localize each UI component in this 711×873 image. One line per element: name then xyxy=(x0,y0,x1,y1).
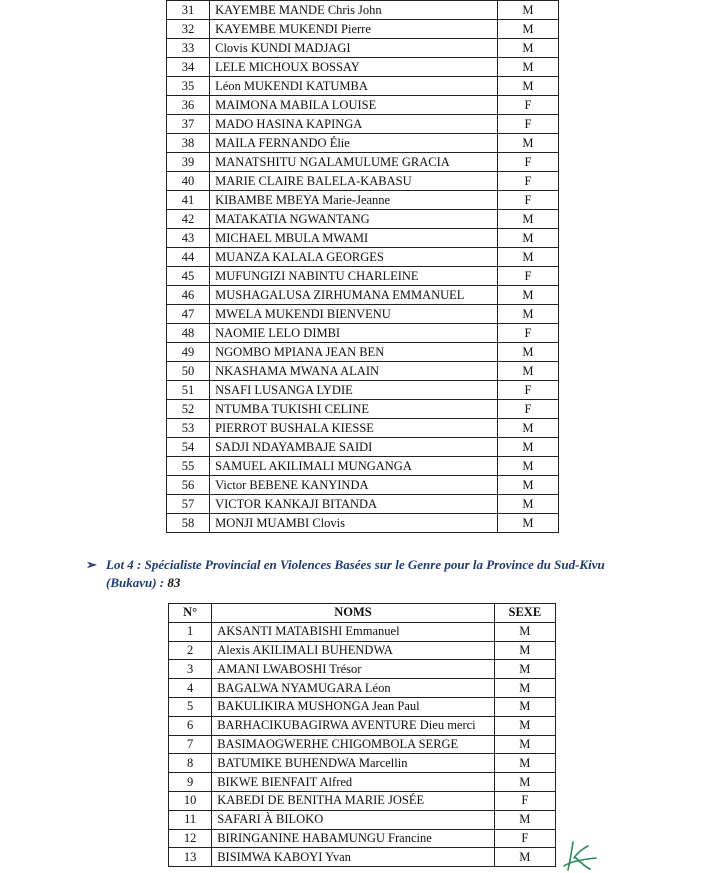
arrow-bullet-icon: ➢ xyxy=(86,557,97,572)
row-number: 37 xyxy=(167,115,210,134)
row-sex: M xyxy=(497,20,558,39)
row-number: 38 xyxy=(167,134,210,153)
table-row xyxy=(167,134,559,153)
table-row xyxy=(167,343,559,362)
row-sex: M xyxy=(497,39,558,58)
row-name: SAMUEL AKILIMALI MUNGANGA xyxy=(210,457,498,476)
table-row xyxy=(167,1,559,20)
table-row xyxy=(169,641,556,660)
row-name: BIKWE BIENFAIT Alfred xyxy=(212,773,494,792)
row-name: BAKULIKIRA MUSHONGA Jean Paul xyxy=(212,697,494,716)
row-sex: M xyxy=(494,641,555,660)
row-name: BIRINGANINE HABAMUNGU Francine xyxy=(212,829,494,848)
row-number: 54 xyxy=(167,438,210,457)
row-number: 43 xyxy=(167,229,210,248)
table-row xyxy=(167,77,559,96)
row-name: MUFUNGIZI NABINTU CHARLEINE xyxy=(210,267,498,286)
table-row xyxy=(167,267,559,286)
lot4-count: 83 xyxy=(167,575,181,590)
table-row xyxy=(167,248,559,267)
table-row xyxy=(169,773,556,792)
row-sex: M xyxy=(494,773,555,792)
row-name: MICHAEL MBULA MWAMI xyxy=(210,229,498,248)
row-sex: M xyxy=(494,754,555,773)
row-name: AMANI LWABOSHI Trésor xyxy=(212,660,494,679)
row-number: 39 xyxy=(167,153,210,172)
candidate-table-lot4 xyxy=(168,603,556,867)
row-name: BAGALWA NYAMUGARA Léon xyxy=(212,679,494,698)
row-name: AKSANTI MATABISHI Emmanuel xyxy=(212,622,494,641)
row-number: 1 xyxy=(169,622,212,641)
table-header-row xyxy=(169,604,556,623)
row-number: 56 xyxy=(167,476,210,495)
row-name: MANATSHITU NGALAMULUME GRACIA xyxy=(210,153,498,172)
row-number: 34 xyxy=(167,58,210,77)
row-number: 3 xyxy=(169,660,212,679)
row-sex: F xyxy=(497,115,558,134)
table-row xyxy=(169,810,556,829)
table-row xyxy=(167,286,559,305)
table-row xyxy=(167,305,559,324)
row-sex: F xyxy=(494,829,555,848)
table-row xyxy=(167,476,559,495)
row-sex: M xyxy=(497,438,558,457)
row-number: 49 xyxy=(167,343,210,362)
table-row xyxy=(169,660,556,679)
row-number: 13 xyxy=(169,848,212,867)
row-sex: M xyxy=(494,716,555,735)
row-name: Clovis KUNDI MADJAGI xyxy=(210,39,498,58)
table-row xyxy=(169,622,556,641)
row-sex: M xyxy=(494,848,555,867)
row-name: MADO HASINA KAPINGA xyxy=(210,115,498,134)
table-body xyxy=(167,1,559,533)
row-name: MUSHAGALUSA ZIRHUMANA EMMANUEL xyxy=(210,286,498,305)
candidate-table-lot3 xyxy=(166,0,559,533)
table-row xyxy=(167,495,559,514)
row-sex: M xyxy=(497,343,558,362)
row-sex: M xyxy=(497,58,558,77)
row-number: 47 xyxy=(167,305,210,324)
table-row xyxy=(169,735,556,754)
row-sex: M xyxy=(497,305,558,324)
row-name: BASIMAOGWERHE CHIGOMBOLA SERGE xyxy=(212,735,494,754)
table-row xyxy=(167,172,559,191)
row-number: 50 xyxy=(167,362,210,381)
row-name: MUANZA KALALA GEORGES xyxy=(210,248,498,267)
row-sex: F xyxy=(497,267,558,286)
row-name: MAILA FERNANDO Élie xyxy=(210,134,498,153)
table-row xyxy=(169,754,556,773)
row-number: 33 xyxy=(167,39,210,58)
table-row xyxy=(169,716,556,735)
row-sex: M xyxy=(497,514,558,533)
row-name: KAYEMBE MUKENDI Pierre xyxy=(210,20,498,39)
row-name: SADJI NDAYAMBAJE SAIDI xyxy=(210,438,498,457)
row-number: 45 xyxy=(167,267,210,286)
row-name: NSAFI LUSANGA LYDIE xyxy=(210,381,498,400)
row-number: 41 xyxy=(167,191,210,210)
row-sex: F xyxy=(494,791,555,810)
row-number: 48 xyxy=(167,324,210,343)
row-sex: M xyxy=(497,457,558,476)
row-sex: F xyxy=(497,172,558,191)
row-number: 46 xyxy=(167,286,210,305)
table-row xyxy=(169,791,556,810)
row-sex: M xyxy=(497,362,558,381)
row-number: 6 xyxy=(169,716,212,735)
row-name: KAYEMBE MANDE Chris John xyxy=(210,1,498,20)
row-name: BISIMWA KABOYI Yvan xyxy=(212,848,494,867)
row-number: 32 xyxy=(167,20,210,39)
table-row xyxy=(167,419,559,438)
row-number: 55 xyxy=(167,457,210,476)
row-number: 5 xyxy=(169,697,212,716)
header-sex: SEXE xyxy=(494,604,555,623)
row-name: PIERROT BUSHALA KIESSE xyxy=(210,419,498,438)
row-name: VICTOR KANKAJI BITANDA xyxy=(210,495,498,514)
row-sex: M xyxy=(497,286,558,305)
table-row xyxy=(167,20,559,39)
row-sex: M xyxy=(494,697,555,716)
row-sex: M xyxy=(494,622,555,641)
row-name: LELE MICHOUX BOSSAY xyxy=(210,58,498,77)
row-sex: M xyxy=(494,660,555,679)
table-row xyxy=(167,324,559,343)
table-row xyxy=(167,457,559,476)
row-number: 52 xyxy=(167,400,210,419)
row-name: KIBAMBE MBEYA Marie-Jeanne xyxy=(210,191,498,210)
row-name: NKASHAMA MWANA ALAIN xyxy=(210,362,498,381)
row-sex: M xyxy=(497,495,558,514)
row-sex: M xyxy=(497,419,558,438)
row-number: 36 xyxy=(167,96,210,115)
row-number: 44 xyxy=(167,248,210,267)
table-row xyxy=(167,58,559,77)
row-number: 57 xyxy=(167,495,210,514)
row-number: 8 xyxy=(169,754,212,773)
table-row xyxy=(167,115,559,134)
row-number: 10 xyxy=(169,791,212,810)
row-sex: M xyxy=(497,229,558,248)
row-sex: M xyxy=(497,1,558,20)
row-name: MARIE CLAIRE BALELA-KABASU xyxy=(210,172,498,191)
header-number: N° xyxy=(169,604,212,623)
row-number: 2 xyxy=(169,641,212,660)
row-number: 7 xyxy=(169,735,212,754)
table-row xyxy=(167,96,559,115)
row-sex: M xyxy=(494,735,555,754)
row-sex: F xyxy=(497,153,558,172)
row-number: 42 xyxy=(167,210,210,229)
handwritten-initials-icon xyxy=(560,836,600,873)
row-name: NAOMIE LELO DIMBI xyxy=(210,324,498,343)
row-name: MAIMONA MABILA LOUISE xyxy=(210,96,498,115)
table-row xyxy=(169,679,556,698)
row-number: 40 xyxy=(167,172,210,191)
table-row xyxy=(167,229,559,248)
row-name: Victor BEBENE KANYINDA xyxy=(210,476,498,495)
table-row xyxy=(169,697,556,716)
row-sex: M xyxy=(494,679,555,698)
row-sex: M xyxy=(497,77,558,96)
row-name: MATAKATIA NGWANTANG xyxy=(210,210,498,229)
row-sex: F xyxy=(497,324,558,343)
row-name: KABEDI DE BENITHA MARIE JOSÉE xyxy=(212,791,494,810)
row-number: 11 xyxy=(169,810,212,829)
row-name: SAFARI À BILOKO xyxy=(212,810,494,829)
table-row xyxy=(169,848,556,867)
table-row xyxy=(167,191,559,210)
row-number: 12 xyxy=(169,829,212,848)
header-names: NOMS xyxy=(212,604,494,623)
row-number: 4 xyxy=(169,679,212,698)
row-sex: F xyxy=(497,400,558,419)
table-row xyxy=(167,381,559,400)
table-row xyxy=(169,829,556,848)
table-row xyxy=(167,514,559,533)
table-row xyxy=(167,400,559,419)
lot4-location: (Bukavu) : xyxy=(106,575,165,590)
row-name: BARHACIKUBAGIRWA AVENTURE Dieu merci xyxy=(212,716,494,735)
row-sex: M xyxy=(497,248,558,267)
row-number: 9 xyxy=(169,773,212,792)
row-sex: M xyxy=(497,476,558,495)
table-body xyxy=(169,622,556,866)
row-number: 53 xyxy=(167,419,210,438)
row-name: NTUMBA TUKISHI CELINE xyxy=(210,400,498,419)
row-name: Alexis AKILIMALI BUHENDWA xyxy=(212,641,494,660)
row-name: BATUMIKE BUHENDWA Marcellin xyxy=(212,754,494,773)
table-row xyxy=(167,438,559,457)
table-row xyxy=(167,39,559,58)
row-name: NGOMBO MPIANA JEAN BEN xyxy=(210,343,498,362)
row-number: 31 xyxy=(167,1,210,20)
row-sex: M xyxy=(497,134,558,153)
lot4-title: Lot 4 : Spécialiste Provincial en Violences Basées sur le Genre pour la Province du Sud-Kivu xyxy=(106,557,605,572)
row-name: MONJI MUAMBI Clovis xyxy=(210,514,498,533)
row-sex: F xyxy=(497,381,558,400)
table-row xyxy=(167,362,559,381)
row-number: 35 xyxy=(167,77,210,96)
row-name: Léon MUKENDI KATUMBA xyxy=(210,77,498,96)
row-sex: M xyxy=(494,810,555,829)
row-sex: M xyxy=(497,210,558,229)
table-row xyxy=(167,153,559,172)
row-sex: F xyxy=(497,191,558,210)
row-sex: F xyxy=(497,96,558,115)
table-row xyxy=(167,210,559,229)
lot4-heading xyxy=(86,556,626,592)
row-number: 58 xyxy=(167,514,210,533)
row-name: MWELA MUKENDI BIENVENU xyxy=(210,305,498,324)
row-number: 51 xyxy=(167,381,210,400)
